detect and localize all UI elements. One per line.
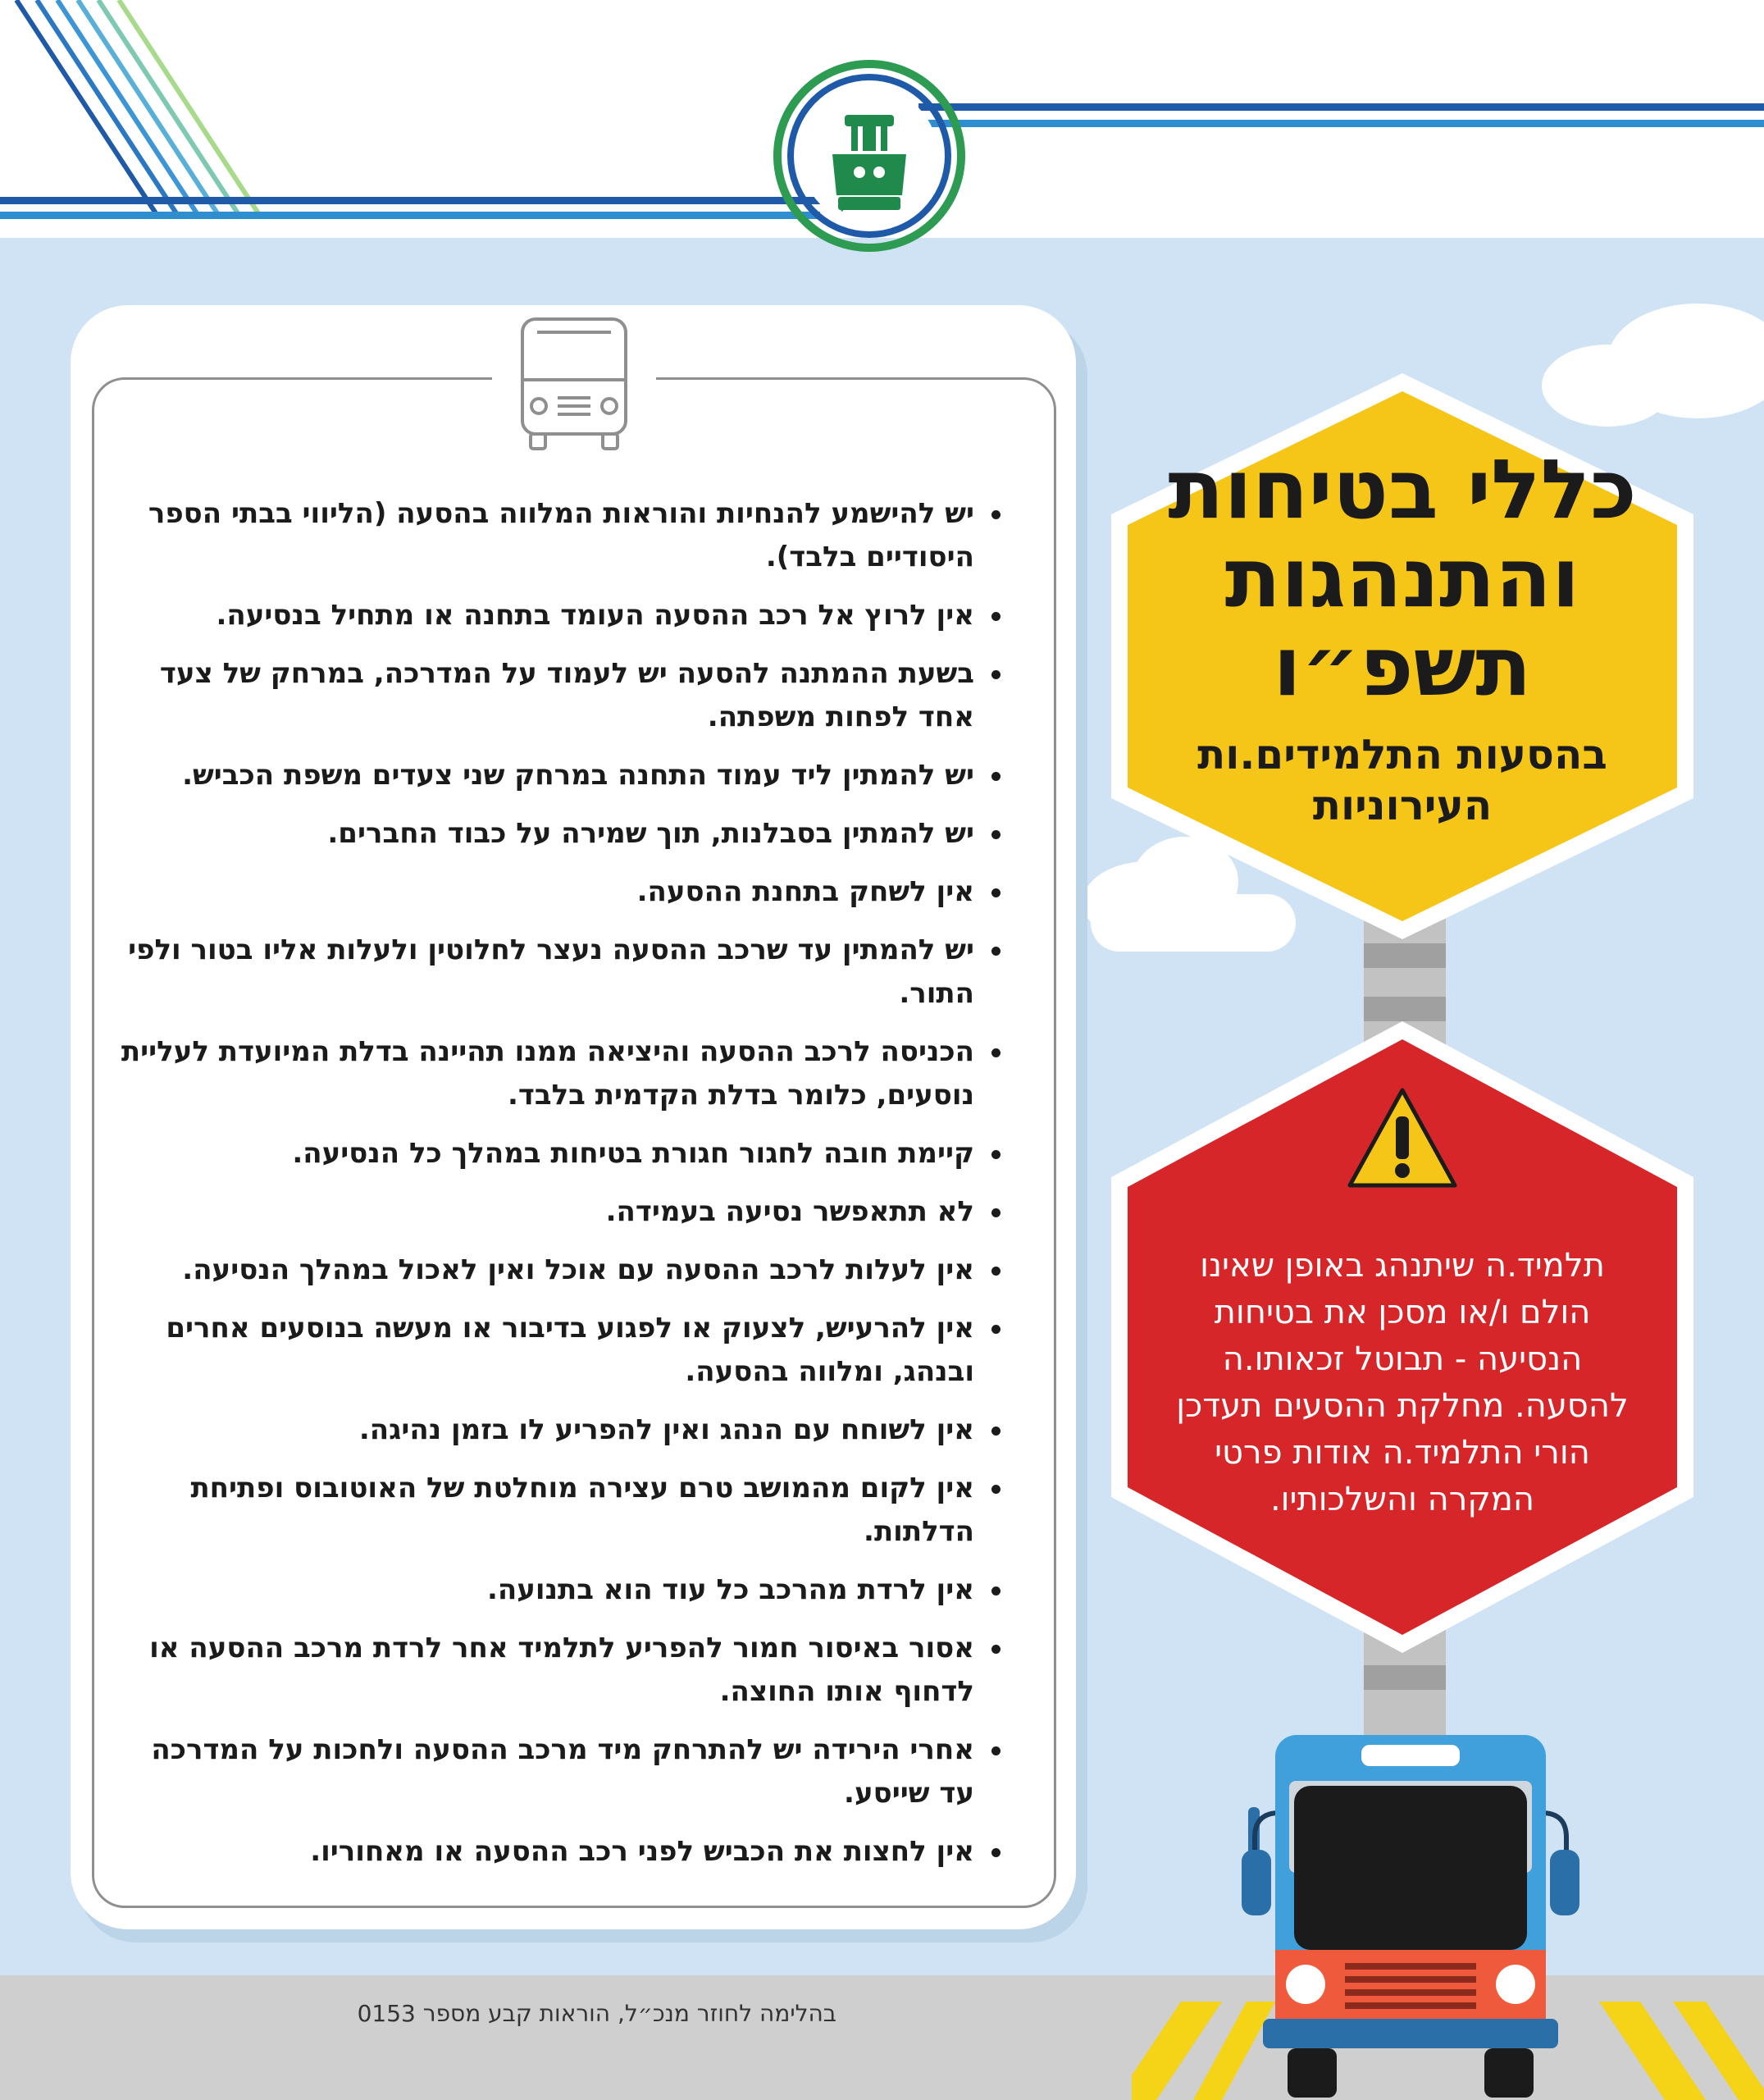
sign-title-line: והתנהגות <box>1224 530 1580 626</box>
rule-item: אין לרוץ אל רכב ההסעה העומד בתחנה או מתחיל בנסיעה. <box>107 594 1001 637</box>
diagonal-stripes <box>0 0 262 213</box>
rule-item: אין להרעיש, לצעוק או לפגוע בדיבור או מעשה בנוסעים אחרים ובנהג, ומלווה בהסעה. <box>107 1307 1001 1394</box>
city-emblem-icon <box>771 57 968 254</box>
footer-note: בהלימה לחוזר מנכ״ל, הוראות קבע מספר 0153 <box>357 2000 836 2027</box>
header-line-4 <box>918 120 1764 127</box>
rule-item: בשעת ההמתנה להסעה יש לעמוד על המדרכה, במרחק של צעד אחד לפחות משפתה. <box>107 652 1001 739</box>
header-line-1 <box>0 197 820 204</box>
warning-text-line: המקרה והשלכותיו. <box>1269 1481 1535 1518</box>
rule-item: יש להמתין עד שרכב ההסעה נעצר לחלוטין ולעלות אליו בטור ולפי התור. <box>107 929 1001 1016</box>
warning-text-line: תלמיד.ה שיתנהג באופן שאינו <box>1200 1247 1605 1285</box>
warning-text-line: הורי התלמיד.ה אודות פרטי <box>1215 1434 1590 1472</box>
rule-item: הכניסה לרכב ההסעה והיציאה ממנו תהיינה בדלת המיועדת לעליית נוסעים, כלומר בדלת הקדמית בלבד. <box>107 1030 1001 1117</box>
header-line-2 <box>0 212 820 219</box>
warning-sign <box>1111 1021 1693 1653</box>
warning-text-line: הנסיעה - תבוטל זכאותו.ה <box>1222 1340 1583 1378</box>
sign-title-line: כללי בטיחות <box>1168 441 1637 537</box>
pole-band <box>1364 943 1446 968</box>
sign-subtitle-line: העירוניות <box>1312 782 1493 829</box>
rule-item: יש להמתין ליד עמוד התחנה במרחק שני צעדים משפת הכביש. <box>107 754 1001 797</box>
pole-band <box>1364 997 1446 1021</box>
title-sign <box>1111 373 1693 939</box>
rule-item: אין לחצות את הכביש לפני רכב ההסעה או מאחוריו. <box>107 1830 1001 1874</box>
warning-triangle-icon <box>1345 1085 1460 1192</box>
bus-outline-icon <box>513 314 636 454</box>
rule-item: אין לעלות לרכב ההסעה עם אוכל ואין לאכול במהלך הנסיעה. <box>107 1249 1001 1292</box>
rules-list <box>107 492 1001 1888</box>
sign-subtitle-line: בהסעות התלמידים.ות <box>1197 731 1607 778</box>
warning-text-line: הולם ו/או מסכן את בטיחות <box>1214 1294 1591 1331</box>
rule-item: אין לשוחח עם הנהג ואין להפריע לו בזמן נהיגה. <box>107 1408 1001 1452</box>
rule-item: אסור באיסור חמור להפריע לתלמיד אחר לרדת מרכב ההסעה או לדחוף אותו החוצה. <box>107 1627 1001 1714</box>
rule-item: אין לרדת מהרכב כל עוד הוא בתנועה. <box>107 1568 1001 1612</box>
warning-text-line: להסעה. מחלקת ההסעים תעדכן <box>1176 1387 1629 1425</box>
pole-band <box>1364 1665 1446 1690</box>
bus-front-icon <box>1230 1735 1591 2100</box>
rule-item: אין לקום מהמושב טרם עצירה מוחלטת של האוטובוס ופתיחת הדלתות. <box>107 1467 1001 1554</box>
rule-item: יש להישמע להנחיות והוראות המלווה בהסעה (הליווי בבתי הספר היסודיים בלבד). <box>107 492 1001 579</box>
sign-title-line: תשפ״ו <box>1273 619 1532 714</box>
logo-caption: רמת השרון <box>840 199 899 212</box>
header-line-3 <box>918 103 1764 111</box>
rule-item: לא תתאפשר נסיעה בעמידה. <box>107 1190 1001 1234</box>
rule-item: אין לשחק בתחנת ההסעה. <box>107 870 1001 914</box>
rule-item: יש להמתין בסבלנות, תוך שמירה על כבוד החברים. <box>107 812 1001 856</box>
rule-item: אחרי הירידה יש להתרחק מיד מרכב ההסעה ולחכות על המדרכה עד שייסע. <box>107 1728 1001 1815</box>
rule-item: קיימת חובה לחגור חגורת בטיחות במהלך כל הנסיעה. <box>107 1132 1001 1176</box>
